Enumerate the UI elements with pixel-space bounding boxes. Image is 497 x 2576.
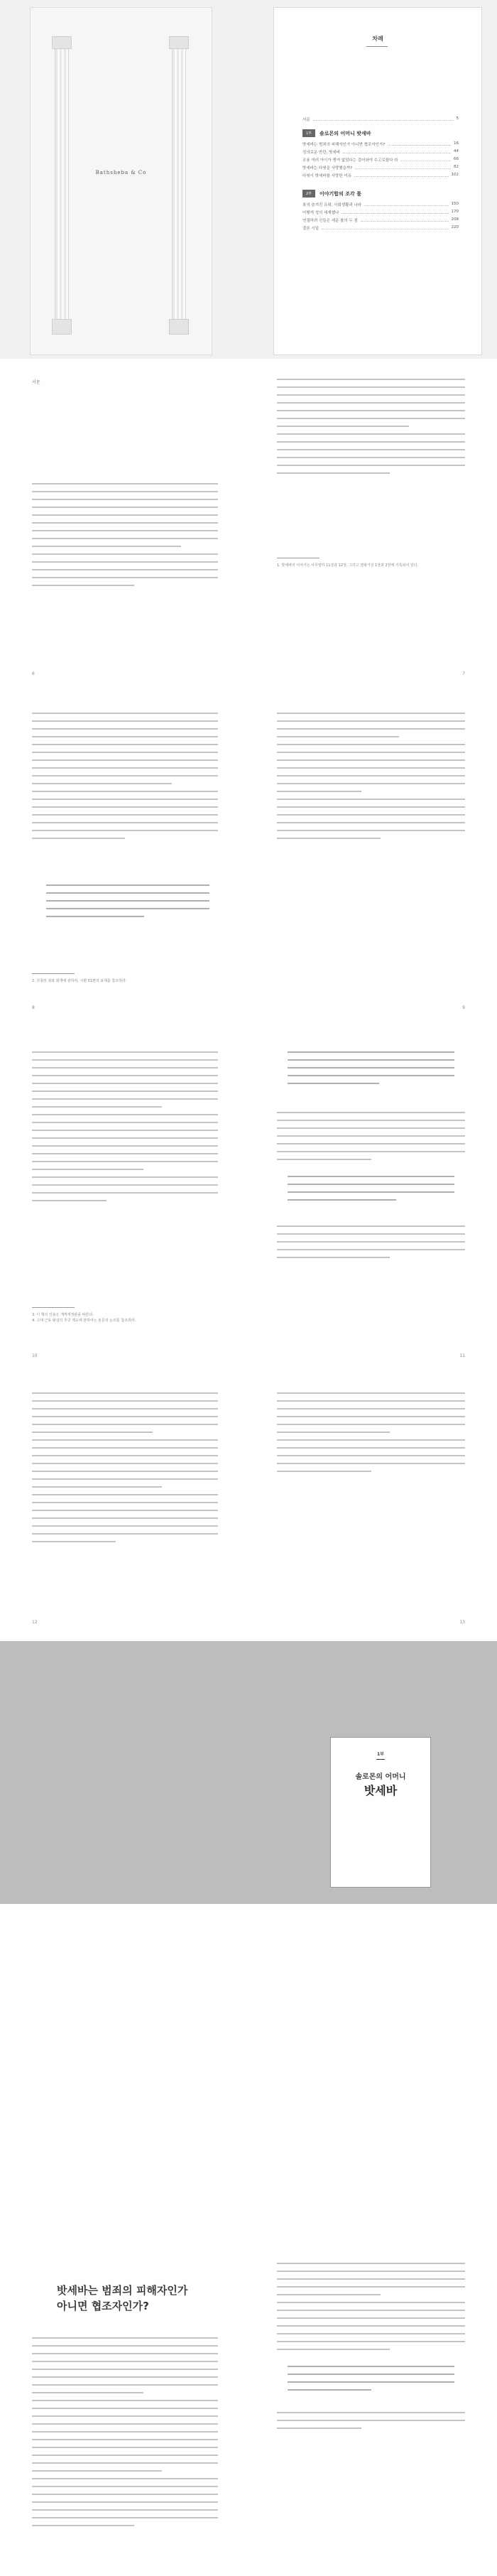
toc-entry[interactable]: 다윗이 밧세바를 사랑한 이유 102 — [302, 173, 459, 178]
body-text — [277, 1225, 465, 1265]
page-number: 9 — [462, 1005, 465, 1010]
body-spread-2 — [0, 693, 497, 1027]
page-header: 서문 — [32, 380, 40, 385]
footnote: 4. 고대 근동 왕실의 후궁 제도에 관하여는 본문의 논의를 참조하라. — [32, 1319, 136, 1323]
page-right — [248, 693, 497, 1027]
body-text — [277, 1392, 465, 1478]
page-number: 11 — [459, 1353, 465, 1358]
toc-intro[interactable]: 서문 5 — [302, 117, 459, 122]
toc-entry[interactable]: 정의로운 반란, 밧세바 44 — [302, 149, 459, 155]
page-left — [0, 2241, 248, 2576]
footnote: 3. 이 책의 인용은 개역개정판을 따른다. — [32, 1313, 94, 1317]
part-divider — [376, 1759, 385, 1760]
page-left — [0, 693, 248, 1027]
footnote: 2. 다윗의 죄와 회개에 관하여, 시편 51편의 표제를 참조하라. — [32, 979, 127, 983]
toc-heading: 차례 — [372, 36, 383, 42]
footnote: 1. 밧세바의 이야기는 사무엘하 11장과 12장, 그리고 열왕기상 1장과 2장에 기록되어 있다. — [277, 563, 419, 568]
page-number: 8 — [32, 1005, 35, 1010]
toc-entry[interactable]: 롯의 숨겨진 유대, 사회생활과 나라 150 — [302, 202, 459, 207]
body-text — [32, 2337, 218, 2533]
body-text — [32, 713, 218, 845]
block-quote — [288, 1176, 454, 1207]
chapter-title — [57, 2283, 187, 2314]
toc-part-1[interactable] — [302, 129, 459, 137]
page-left — [0, 1027, 248, 1375]
page-left — [0, 359, 248, 693]
toc-divider — [366, 46, 388, 47]
body-spread-4 — [0, 1375, 497, 1641]
toc-entry[interactable]: 조용 여러 아이가 쟁여 없었다는 걸어와야 수고로웠다 라 66 — [302, 157, 459, 163]
part-title: 이야기합의 조각 룰 — [320, 190, 361, 197]
page-number: 10 — [32, 1353, 38, 1358]
block-quote — [46, 884, 209, 924]
page-right — [248, 2241, 497, 2576]
page-number: 6 — [32, 671, 35, 676]
page-right — [248, 1375, 497, 1641]
body-text — [32, 1392, 218, 1549]
toc-list — [302, 114, 459, 233]
toc-page — [273, 7, 482, 355]
body-text — [32, 483, 218, 592]
preface-spread — [0, 359, 497, 693]
footnote-block — [32, 973, 218, 984]
page-right — [248, 359, 497, 693]
toc-entry[interactable]: 밧세바는 범죄의 피해자인가 아니면 협조자인가? 16 — [302, 141, 459, 147]
footnote-block — [32, 1307, 218, 1324]
page-right — [248, 1027, 497, 1375]
body-text — [277, 379, 465, 480]
page-number: 13 — [459, 1620, 465, 1625]
toc-entry[interactable]: 밧세바는 다윗을 사랑했을까? 82 — [302, 165, 459, 171]
part-number: 1부 — [377, 1752, 384, 1757]
left-column-illustration — [52, 36, 72, 335]
block-quote — [288, 2366, 454, 2397]
body-text — [277, 2263, 465, 2356]
part-badge: 1부 — [302, 129, 315, 137]
toc-entry[interactable]: 연결하려 신들은 세운 룰의 두 점 208 — [302, 217, 459, 223]
part-title-line-2: 밧세바 — [364, 1784, 398, 1797]
footnote-block — [277, 558, 465, 568]
cover-subtitle: Bathsheba & Co — [95, 170, 147, 175]
page-number: 12 — [32, 1620, 38, 1625]
part-badge: 2부 — [302, 190, 315, 197]
chapter-opener-spread — [0, 2241, 497, 2576]
part-title: 솔로몬의 어머니 밧세바 — [320, 130, 371, 136]
body-text — [32, 1051, 218, 1208]
part-title-line-1: 솔로몬의 어머니 — [355, 1773, 406, 1781]
block-quote — [288, 1051, 454, 1091]
page-number: 7 — [462, 671, 465, 676]
body-spread-3 — [0, 1027, 497, 1375]
part-title-spread — [0, 1641, 497, 2241]
body-text — [277, 1112, 465, 1167]
part-page-right — [248, 1752, 497, 2241]
right-column-illustration — [169, 36, 189, 335]
chapter-title-line-2: 아니면 협조자인가? — [57, 2300, 149, 2312]
toc-part-2[interactable] — [302, 190, 459, 197]
body-text — [277, 2412, 465, 2435]
cover-frame — [30, 7, 212, 355]
cover-spread — [0, 0, 497, 359]
chapter-title-line-1: 밧세바는 범죄의 피해자인가 — [57, 2284, 188, 2297]
toc-entry[interactable]: 어떻게 성의 세계했나 170 — [302, 210, 459, 215]
part-title-card — [330, 1737, 431, 1888]
body-text — [277, 713, 465, 845]
toc-entry[interactable]: 결론 시일 220 — [302, 225, 459, 231]
page-left — [0, 1375, 248, 1641]
